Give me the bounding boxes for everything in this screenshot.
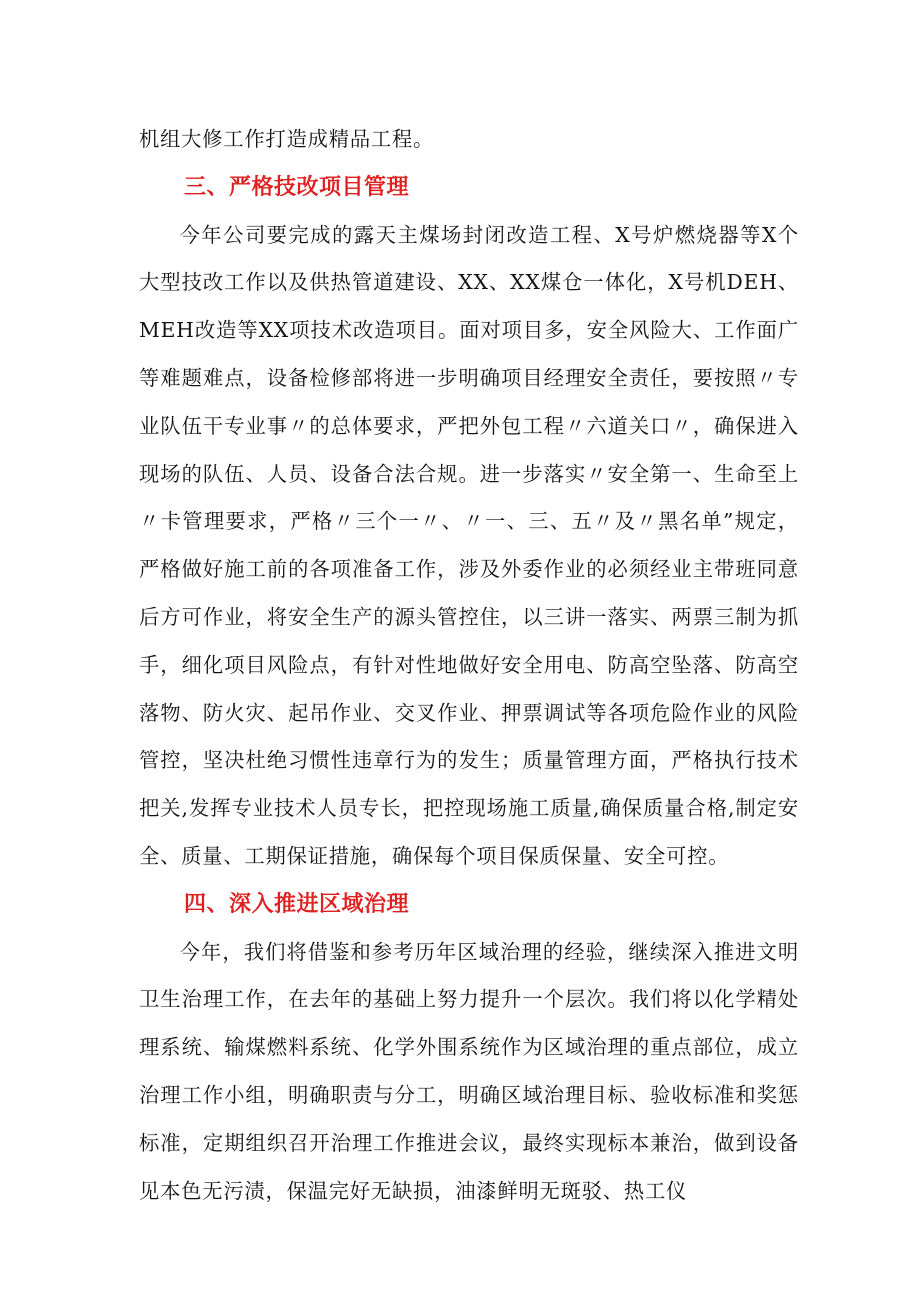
lead-paragraph: 机组大修工作打造成精品工程。 <box>139 127 435 151</box>
section-heading-4: 四、深入推进区域治理 <box>184 891 410 917</box>
section-heading-3: 三、严格技改项目管理 <box>184 174 410 200</box>
section-paragraph-3: 今年公司要完成的露天主煤场封闭改造工程、X号炉燃烧器等X个大型技改工作以及供热管道建设、XX、XX煤仓一体化，X号机DEH、MEH改造等XX项技术改造项目。面对项目多，安全风险大、工作面广等难题难点，设备检修部将进一步明确项目经理安全责任，要按照〃专业队伍干专业事〃的总体要求，严把外包工程〃六道关口〃，确保进入现场的队伍、人员、设备合法合规。进一步落实〃安全第一、生命至上〃卡管理要求，严格〃三个一〃、〃一、三、五〃及〃黑名单”规定，严格做好施工前的各项准备工作，涉及外委作业的必须经业主带班同意后方可作业，将安全生产的源头管控住，以三讲一落实、两票三制为抓手，细化项目风险点，有针对性地做好安全用电、防高空坠落、防高空落物、防火灾、起吊作业、交叉作业、押票调试等各项危险作业的风险管控，坚决杜绝习惯性违章行为的发生；质量管理方面，严格执行技术把关,发挥专业技术人员专长，把控现场施工质量,确保质量合格,制定安全、质量、工期保证措施，确保每个项目保质保量、安全可控。 <box>139 222 799 868</box>
section-paragraph-4: 今年，我们将借鉴和参考历年区域治理的经验，继续深入推进文明卫生治理工作，在去年的基础上努力提升一个层次。我们将以化学精处理系统、输煤燃料系统、化学外围系统作为区域治理的重点部位，成立治理工作小组，明确职责与分工，明确区域治理目标、验收标准和奖惩标准，定期组织召开治理工作推进会议，最终实现标本兼治，做到设备见本色无污渍，保温完好无缺损，油漆鲜明无斑驳、热工仪 <box>139 939 799 1203</box>
document-body <box>139 116 799 1215</box>
